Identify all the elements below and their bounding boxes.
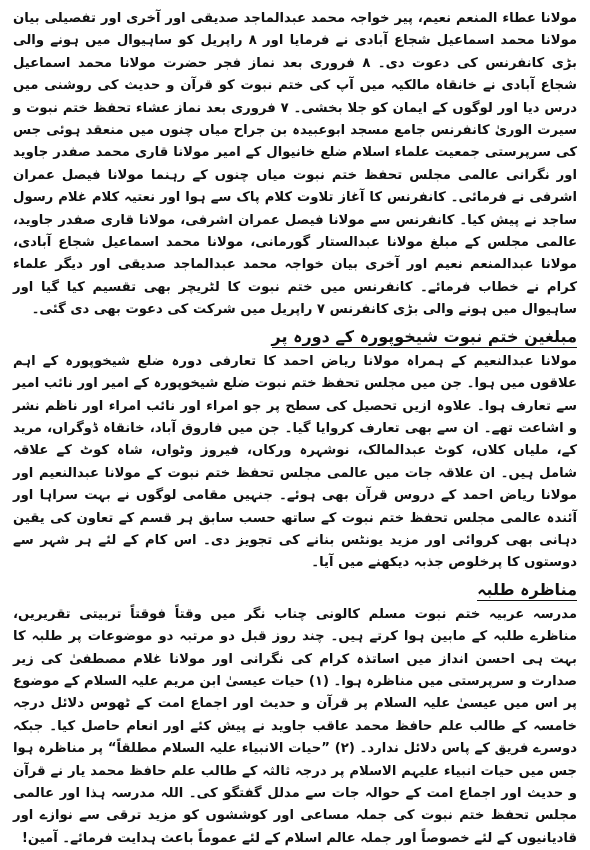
section-heading-students-debate-text: مناظرہ طلبہ bbox=[477, 579, 577, 599]
paragraph-sheikhupura-tour: مولانا عبدالنعیم کے ہمراہ مولانا ریاض احمد کا تعارفی دورہ ضلع شیخوپورہ کے اہم علاقوں میں ہوا۔ جن میں مجلس تحفظ ختم نبوت ضلع شیخوپورہ کے امیر اور نائب امیر سے تعارف ہوا۔ علاوہ ازیں تحصیل کی سطح پر جو امراء اور نائب امراء اور ناظم نشر و اشاعت تھے۔ ان سے بھی تعارف کروایا گیا۔ جن میں فاروق آباد، خانقاہ ڈوگراں، مرید کے، ملیاں کلاں، کوٹ عبدالمالک، نوشہرہ ورکاں، فیروز وٹواں، شاہ کوٹ کے علاقہ شامل ہیں۔ ان علاقہ جات میں عالمی مجلس تحفظ ختم نبوت کے مولانا عبدالنعیم اور مولانا ریاض احمد کے دروس قرآن بھی ہوئے۔ جنہیں مقامی لوگوں نے بہت سراہا اور آئندہ عالمی مجلس تحفظ ختم نبوت کے ساتھ حسب سابق ہر قسم کے تعاون کی یقین دہانی بھی کروائی اور مزید یونٹس بنانے کی تجویز دی۔ اس کام کے لئے ہر شہر سے دوستوں کا پرخلوص جذبہ دیکھنے میں آیا۔ bbox=[13, 353, 577, 571]
section-heading-students-debate bbox=[13, 578, 577, 602]
section-heading-sheikhupura-tour-text: مبلغین ختم نبوت شیخوپورہ کے دورہ پر bbox=[271, 326, 577, 346]
paragraph-students-debate: مدرسہ عربیہ ختم نبوت مسلم کالونی چناب نگر میں وقتاً فوقتاً تربیتی تقریریں، مناظرے طلبہ کے مابین ہوا کرتے ہیں۔ چند روز قبل دو مرتبہ دو موضوعات پر طلبہ کا بہت ہی احسن انداز میں اساتذہ کرام کی نگرانی اور مولانا غلام مصطفیٰ کی زیر صدارت و سرپرستی میں مناظرہ ہوا۔ (۱) حیات عیسیٰ ابن مریم علیہ السلام کے موضوع پر اس میں عیسیٰ علیہ السلام پر قرآن و حدیث اور اجماع امت کے ٹھوس دلائل درجہ خامسہ کے طالب علم حافظ محمد عاقب جاوید نے پیش کئے اور انعام حاصل کیا۔ جبکہ دوسرے فریق کے پاس دلائل ندارد۔ (۲) ”حیات الانبیاء علیہ السلام مطلقاً“ پر مناظرہ ہوا جس میں حیات انبیاء علیہم الاسلام پر درجہ ثالثہ کے طالب علم حافظ محمد یار نے قرآن و حدیث اور اجماع امت کے حوالہ جات سے مدلل گفتگو کی۔ اللہ مدرسہ ہذا اور عالمی مجلس تحفظ ختم نبوت کی جملہ مساعی اور کوششوں کو مزید ترقی سے نوازے اور قادیانیوں کے لئے خصوصاً اور جملہ عالم اسلام کے لئے عموماً باعث ہدایت فرمائے۔ آمین! bbox=[12, 606, 577, 846]
paragraph-conference-report: مولانا عطاء المنعم نعیم، پیر خواجہ محمد عبدالماجد صدیقی اور آخری اور تفصیلی بیان مولانا محمد اسماعیل شجاع آبادی نے فرمایا اور ۸ راپریل کو ساہیوال میں ہونے والی بڑی کانفرنس کی دعوت دی۔ ۸ فروری بعد نماز فجر حضرت مولانا محمد اسماعیل شجاع آبادی نے خانقاہ مالکیہ میں آپ کی ختم نبوت کو قرآن و حدیث کی روشنی میں درس دیا اور لوگوں کے ایمان کو جلا بخشی۔ ۷ فروری بعد نماز عشاء تحفظ ختم نبوت و سیرت الوریٰ کانفرنس جامع مسجد ابوعبیدہ بن جراح میاں چنوں میں منعقد ہوئی جس کی سرپرستی جمعیت علماء اسلام ضلع خانیوال کے امیر مولانا قاری محمد صفدر جاوید اور نگرانی عالمی مجلس تحفظ ختم نبوت میاں چنوں کے رہنما مولانا فیصل عمران اشرفی نے فرمائی۔ کانفرنس کا آغاز تلاوت کلام پاک سے ہوا اور نعتیہ کلام غلام رسول ساجد نے پیش کیا۔ کانفرنس سے مولانا فیصل عمران اشرفی، مولانا قاری صفدر جاوید، عالمی مجلس کے مبلغ مولانا عبدالستار گورمانی، مولانا محمد اسماعیل شجاع آبادی، مولانا عبدالمنعم نعیم اور آخری بیان خواجہ محمد عبدالماجد صدیقی اور دیگر علماء کرام نے خطاب فرمائے۔ کانفرنس میں ختم نبوت کا لٹریچر بھی تقسیم کیا گیا اور ساہیوال میں ہونے والی بڑی کانفرنس ۷ راپریل میں شرکت کی دعوت بھی دی گئی۔ bbox=[13, 11, 577, 318]
section-heading-sheikhupura-tour bbox=[13, 325, 577, 349]
